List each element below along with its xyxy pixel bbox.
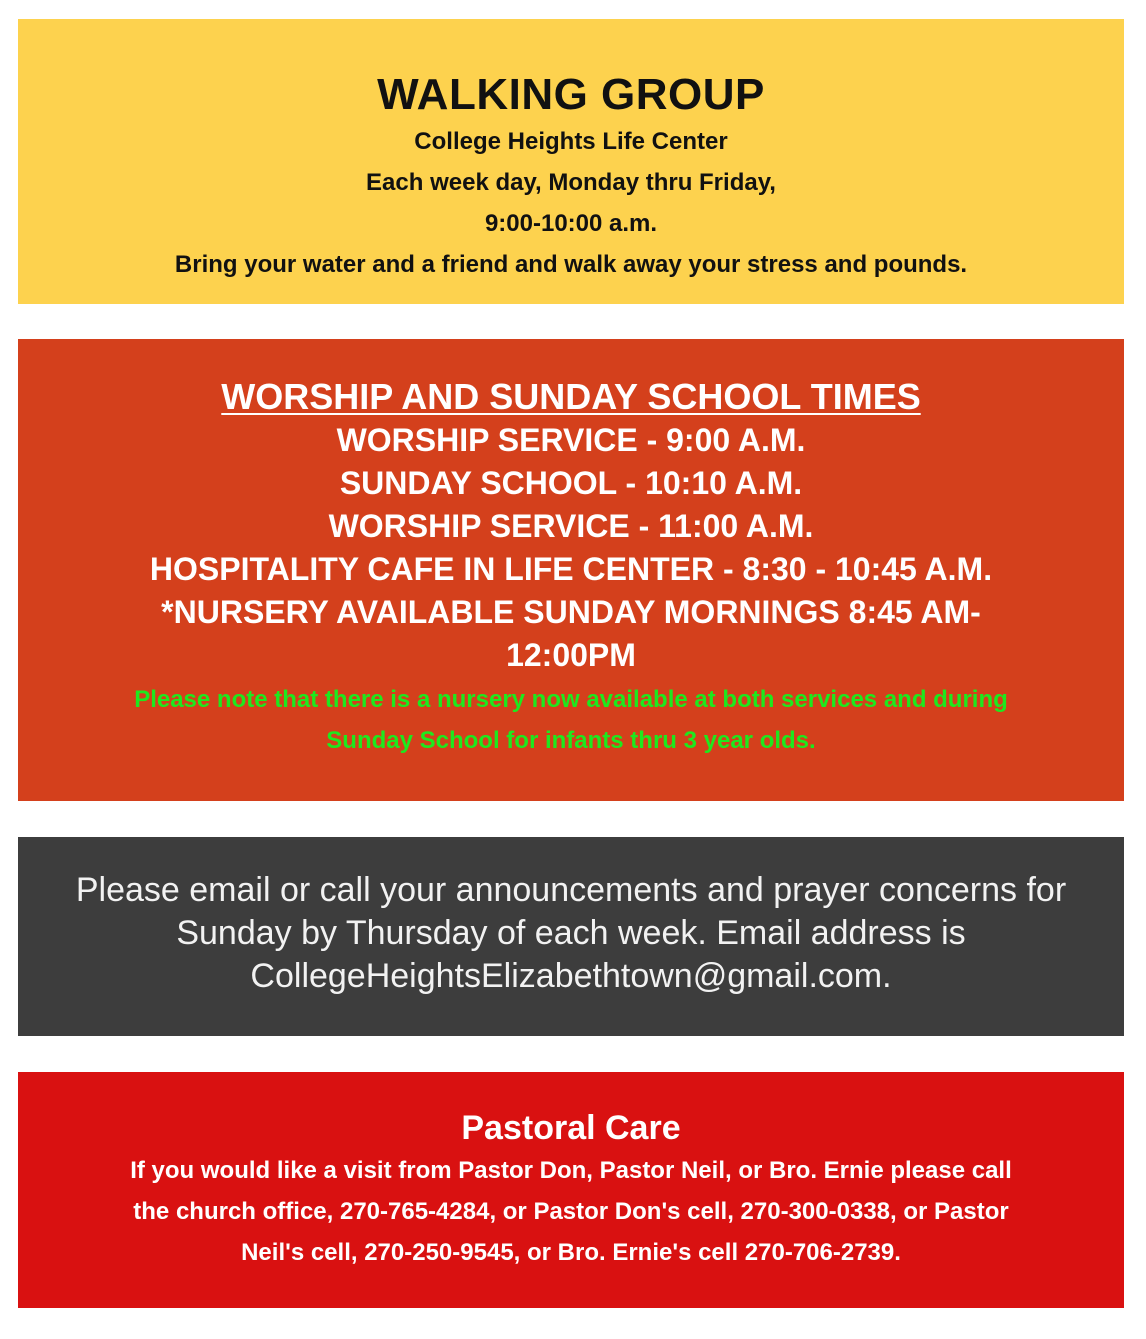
walking-group-location: College Heights Life Center (414, 128, 728, 155)
worship-heading: WORSHIP AND SUNDAY SCHOOL TIMES (221, 376, 921, 417)
worship-times-panel (18, 339, 1124, 801)
worship-time-item: WORSHIP SERVICE - 11:00 A.M. (328, 508, 814, 544)
worship-time-item: *NURSERY AVAILABLE SUNDAY MORNINGS 8:45 AM- (161, 594, 981, 630)
worship-time-item: WORSHIP SERVICE - 9:00 A.M. (336, 422, 806, 458)
walking-group-panel (18, 19, 1124, 304)
walking-group-schedule: Each week day, Monday thru Friday, (366, 169, 776, 196)
nursery-note-line: Sunday School for infants thru 3 year olds. (326, 727, 816, 754)
walking-group-time: 9:00-10:00 a.m. (484, 210, 658, 237)
worship-time-item: HOSPITALITY CAFE IN LIFE CENTER - 8:30 - 10:45 A.M. (149, 551, 993, 587)
pastoral-care-line: the church office, 270-765-4284, or Pastor Don's cell, 270-300-0338, or Pastor (133, 1198, 1009, 1225)
worship-time-item: 12:00PM (506, 637, 636, 673)
walking-group-tagline: Bring your water and a friend and walk away your stress and pounds. (174, 251, 968, 278)
walking-group-title: WALKING GROUP (377, 70, 765, 119)
pastoral-care-heading: Pastoral Care (461, 1109, 681, 1147)
nursery-note-line: Please note that there is a nursery now available at both services and during (134, 686, 1008, 713)
announcements-email: CollegeHeightsElizabethtown@gmail.com. (250, 957, 892, 995)
pastoral-care-line: If you would like a visit from Pastor Don, Pastor Neil, or Bro. Ernie please call (130, 1157, 1012, 1184)
worship-time-item: SUNDAY SCHOOL - 10:10 A.M. (339, 465, 803, 501)
announcements-line: Please email or call your announcements and prayer concerns for (75, 871, 1067, 909)
pastoral-care-line: Neil's cell, 270-250-9545, or Bro. Ernie's cell 270-706-2739. (241, 1239, 901, 1266)
announcements-panel (18, 837, 1124, 1036)
pastoral-care-panel (18, 1072, 1124, 1308)
announcements-line: Sunday by Thursday of each week. Email address is (176, 914, 966, 952)
